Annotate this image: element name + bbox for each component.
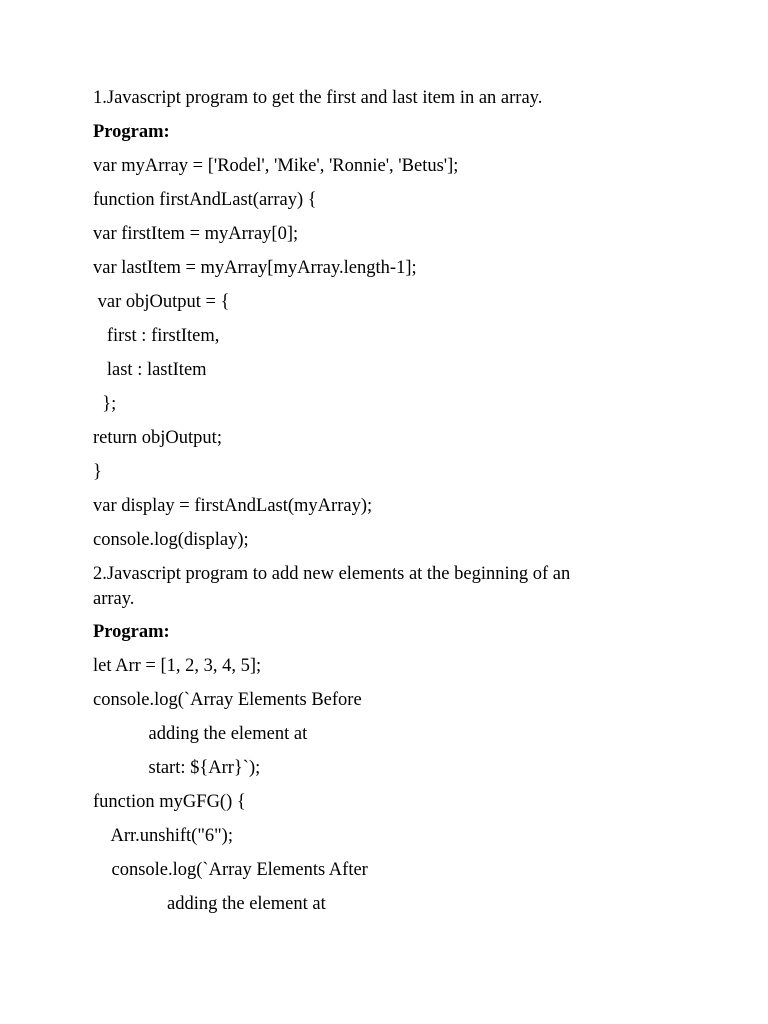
code-line: adding the element at	[93, 724, 308, 744]
code-line: var firstItem = myArray[0];	[93, 224, 299, 244]
section2-heading-continued: array.	[93, 589, 135, 609]
code-line: console.log(`Array Elements Before	[93, 690, 362, 710]
code-line: console.log(display);	[93, 530, 249, 550]
code-line: last : lastItem	[93, 360, 207, 380]
code-line: };	[93, 394, 117, 414]
code-line: Arr.unshift("6");	[93, 826, 233, 846]
section2-program-label: Program:	[93, 622, 170, 642]
code-line: return objOutput;	[93, 428, 222, 448]
code-line: var display = firstAndLast(myArray);	[93, 496, 373, 516]
section1-program-label: Program:	[93, 122, 170, 142]
code-line: let Arr = [1, 2, 3, 4, 5];	[93, 656, 262, 676]
code-line: first : firstItem,	[93, 326, 220, 346]
code-line: start: ${Arr}`);	[93, 758, 261, 778]
code-line: console.log(`Array Elements After	[93, 860, 368, 880]
code-line: }	[93, 462, 102, 482]
code-line: function firstAndLast(array) {	[93, 190, 317, 210]
section2-heading: 2.Javascript program to add new elements at the beginning of an	[93, 564, 571, 584]
code-line: adding the element at	[93, 894, 326, 914]
code-line: var lastItem = myArray[myArray.length-1];	[93, 258, 417, 278]
code-line: var myArray = ['Rodel', 'Mike', 'Ronnie', 'Betus'];	[93, 156, 459, 176]
code-line: function myGFG() {	[93, 792, 246, 812]
section1-heading: 1.Javascript program to get the first and last item in an array.	[93, 88, 543, 108]
code-line: var objOutput = {	[93, 292, 230, 312]
